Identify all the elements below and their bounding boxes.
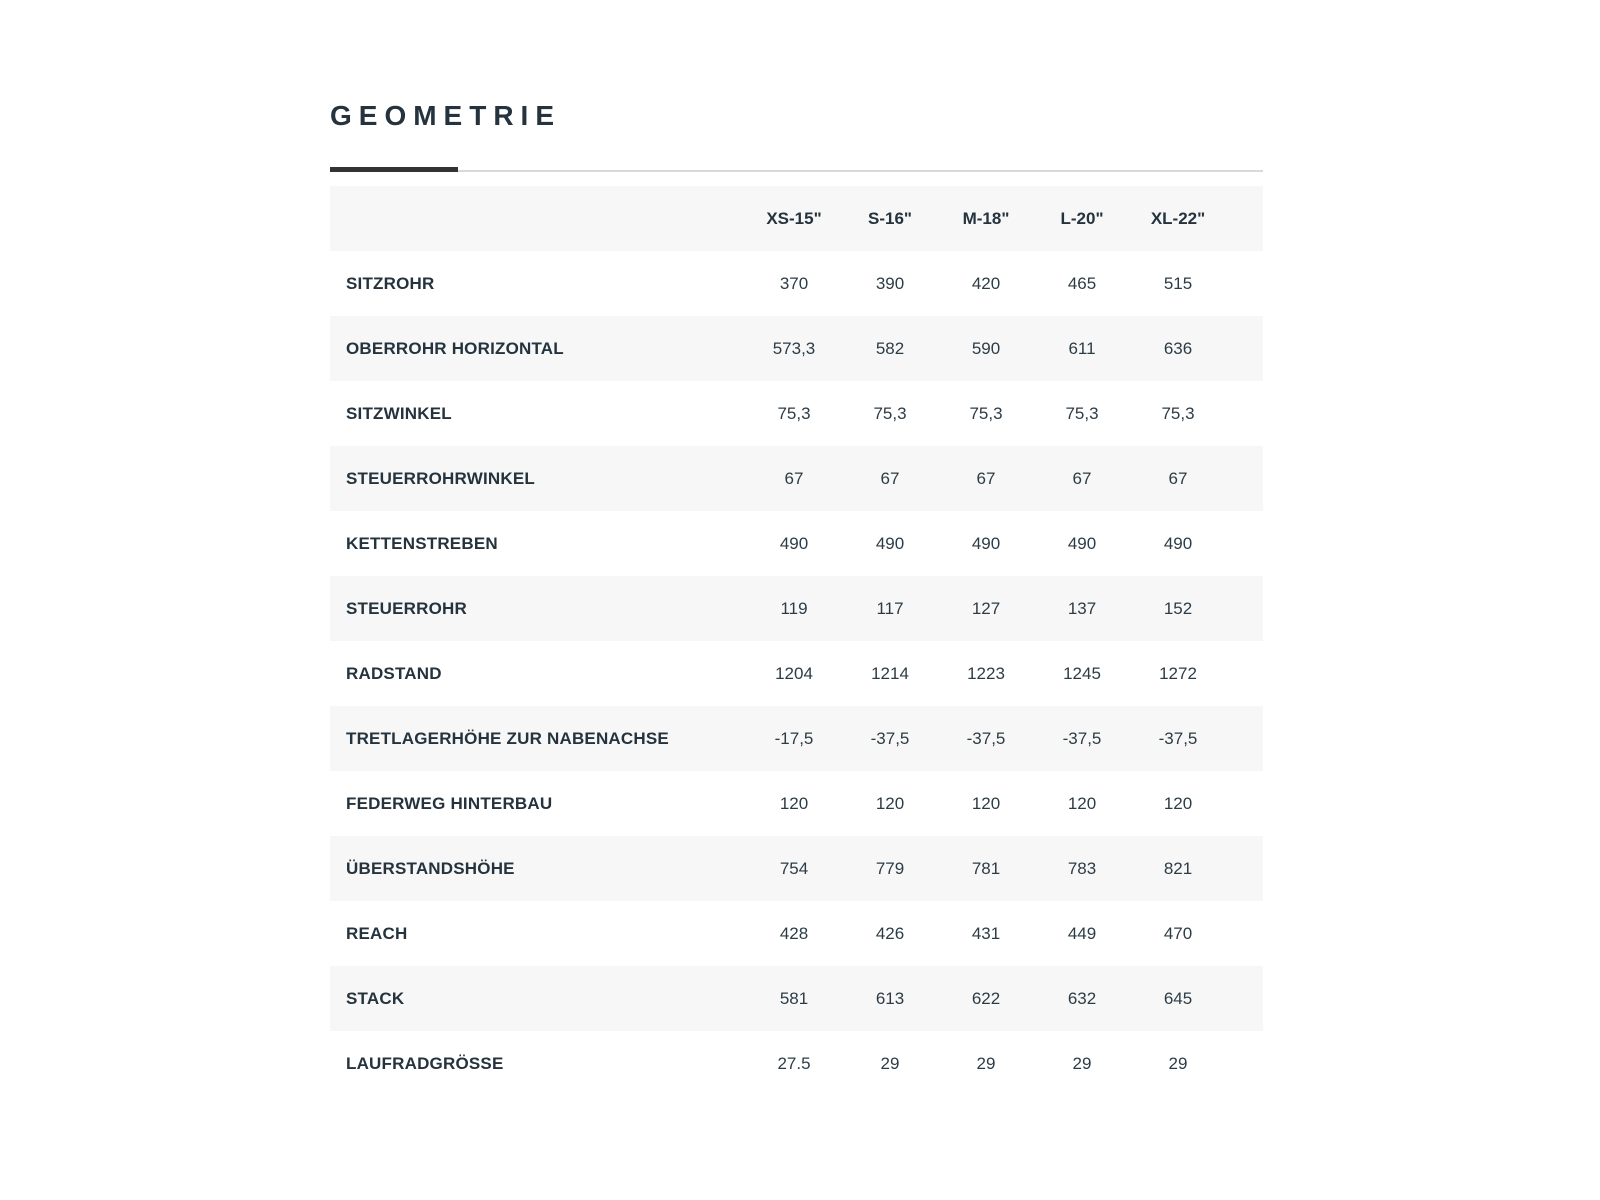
title-divider	[330, 167, 1263, 172]
table-row	[330, 316, 1263, 381]
cell-value: 1245	[1063, 663, 1101, 683]
cell-value: 119	[780, 598, 808, 618]
cell-value: 573,3	[772, 338, 816, 358]
cell-value: -17,5	[774, 728, 814, 748]
table-row	[330, 706, 1263, 771]
cell-value: 632	[1067, 988, 1097, 1008]
cell-value: 449	[1067, 923, 1097, 943]
divider-line	[330, 170, 1263, 172]
table-row	[330, 511, 1263, 576]
cell-value: 779	[875, 858, 905, 878]
cell-value: 645	[1163, 988, 1193, 1008]
cell-value: 75,3	[1161, 403, 1195, 423]
cell-value: 67	[976, 468, 996, 488]
cell-value: 137	[1067, 598, 1097, 618]
cell-value: 120	[779, 793, 809, 813]
cell-value: 590	[971, 338, 1001, 358]
row-label: STACK	[346, 988, 405, 1008]
cell-value: 152	[1163, 598, 1193, 618]
cell-value: 490	[971, 533, 1001, 553]
table-row	[330, 641, 1263, 706]
table-row	[330, 576, 1263, 641]
row-label: TRETLAGERHÖHE ZUR NABENACHSE	[346, 728, 669, 748]
cell-value: 490	[875, 533, 905, 553]
cell-value: 75,3	[873, 403, 907, 423]
table-header-row	[330, 186, 1263, 251]
cell-value: 27.5	[777, 1053, 811, 1073]
column-header: S-16"	[868, 208, 912, 228]
table-row	[330, 966, 1263, 1031]
table-row	[330, 836, 1263, 901]
row-label: REACH	[346, 923, 408, 943]
cell-value: 120	[875, 793, 905, 813]
row-label: RADSTAND	[346, 663, 442, 683]
cell-value: 490	[779, 533, 809, 553]
cell-value: 67	[1168, 468, 1188, 488]
table-row	[330, 771, 1263, 836]
cell-value: 67	[880, 468, 900, 488]
cell-value: 490	[1163, 533, 1193, 553]
cell-value: -37,5	[1062, 728, 1102, 748]
cell-value: 120	[1067, 793, 1097, 813]
cell-value: 465	[1067, 273, 1097, 293]
cell-value: 75,3	[777, 403, 811, 423]
cell-value: 470	[1163, 923, 1193, 943]
row-label: STEUERROHR	[346, 598, 468, 618]
cell-value: 1204	[775, 663, 813, 683]
cell-value: 431	[971, 923, 1001, 943]
cell-value: 370	[779, 273, 809, 293]
section-title: GEOMETRIE	[330, 100, 562, 131]
cell-value: 490	[1067, 533, 1097, 553]
row-label: ÜBERSTANDSHÖHE	[346, 858, 515, 878]
cell-value: 29	[880, 1053, 900, 1073]
cell-value: 783	[1067, 858, 1097, 878]
cell-value: -37,5	[870, 728, 910, 748]
row-label: SITZWINKEL	[346, 403, 452, 423]
cell-value: 754	[779, 858, 809, 878]
cell-value: -37,5	[1158, 728, 1198, 748]
row-label: OBERROHR HORIZONTAL	[346, 338, 564, 358]
row-label: LAUFRADGRÖSSE	[346, 1053, 504, 1073]
table-row	[330, 901, 1263, 966]
cell-value: 613	[875, 988, 905, 1008]
cell-value: 611	[1068, 338, 1096, 358]
cell-value: 120	[1163, 793, 1193, 813]
row-label: KETTENSTREBEN	[346, 533, 498, 553]
table-row	[330, 381, 1263, 446]
cell-value: 75,3	[1065, 403, 1099, 423]
cell-value: 1214	[871, 663, 909, 683]
cell-value: 426	[875, 923, 905, 943]
geometry-table	[330, 186, 1263, 1096]
table-row	[330, 251, 1263, 316]
cell-value: 420	[971, 273, 1001, 293]
cell-value: 636	[1163, 338, 1193, 358]
column-header: XL-22"	[1150, 208, 1206, 228]
column-header: M-18"	[962, 208, 1010, 228]
cell-value: -37,5	[966, 728, 1006, 748]
cell-value: 582	[875, 338, 905, 358]
cell-value: 390	[875, 273, 905, 293]
cell-value: 622	[971, 988, 1001, 1008]
cell-value: 428	[779, 923, 809, 943]
geometry-table-body	[330, 251, 1263, 1096]
cell-value: 821	[1163, 858, 1193, 878]
cell-value: 75,3	[969, 403, 1003, 423]
geometry-section	[330, 0, 1263, 1096]
table-row	[330, 1031, 1263, 1096]
cell-value: 781	[971, 858, 1001, 878]
cell-value: 581	[779, 988, 809, 1008]
cell-value: 1272	[1159, 663, 1197, 683]
cell-value: 29	[1168, 1053, 1188, 1073]
cell-value: 120	[971, 793, 1001, 813]
cell-value: 515	[1163, 273, 1193, 293]
cell-value: 67	[1072, 468, 1092, 488]
row-label: STEUERROHRWINKEL	[346, 468, 535, 488]
cell-value: 1223	[967, 663, 1005, 683]
cell-value: 67	[784, 468, 804, 488]
cell-value: 127	[971, 598, 1001, 618]
row-label: FEDERWEG HINTERBAU	[346, 793, 553, 813]
divider-accent-bar	[330, 167, 458, 172]
cell-value: 29	[1072, 1053, 1092, 1073]
column-header: L-20"	[1060, 208, 1104, 228]
column-header: XS-15"	[766, 208, 822, 228]
cell-value: 117	[876, 598, 904, 618]
cell-value: 29	[976, 1053, 996, 1073]
table-row	[330, 446, 1263, 511]
row-label: SITZROHR	[346, 273, 435, 293]
